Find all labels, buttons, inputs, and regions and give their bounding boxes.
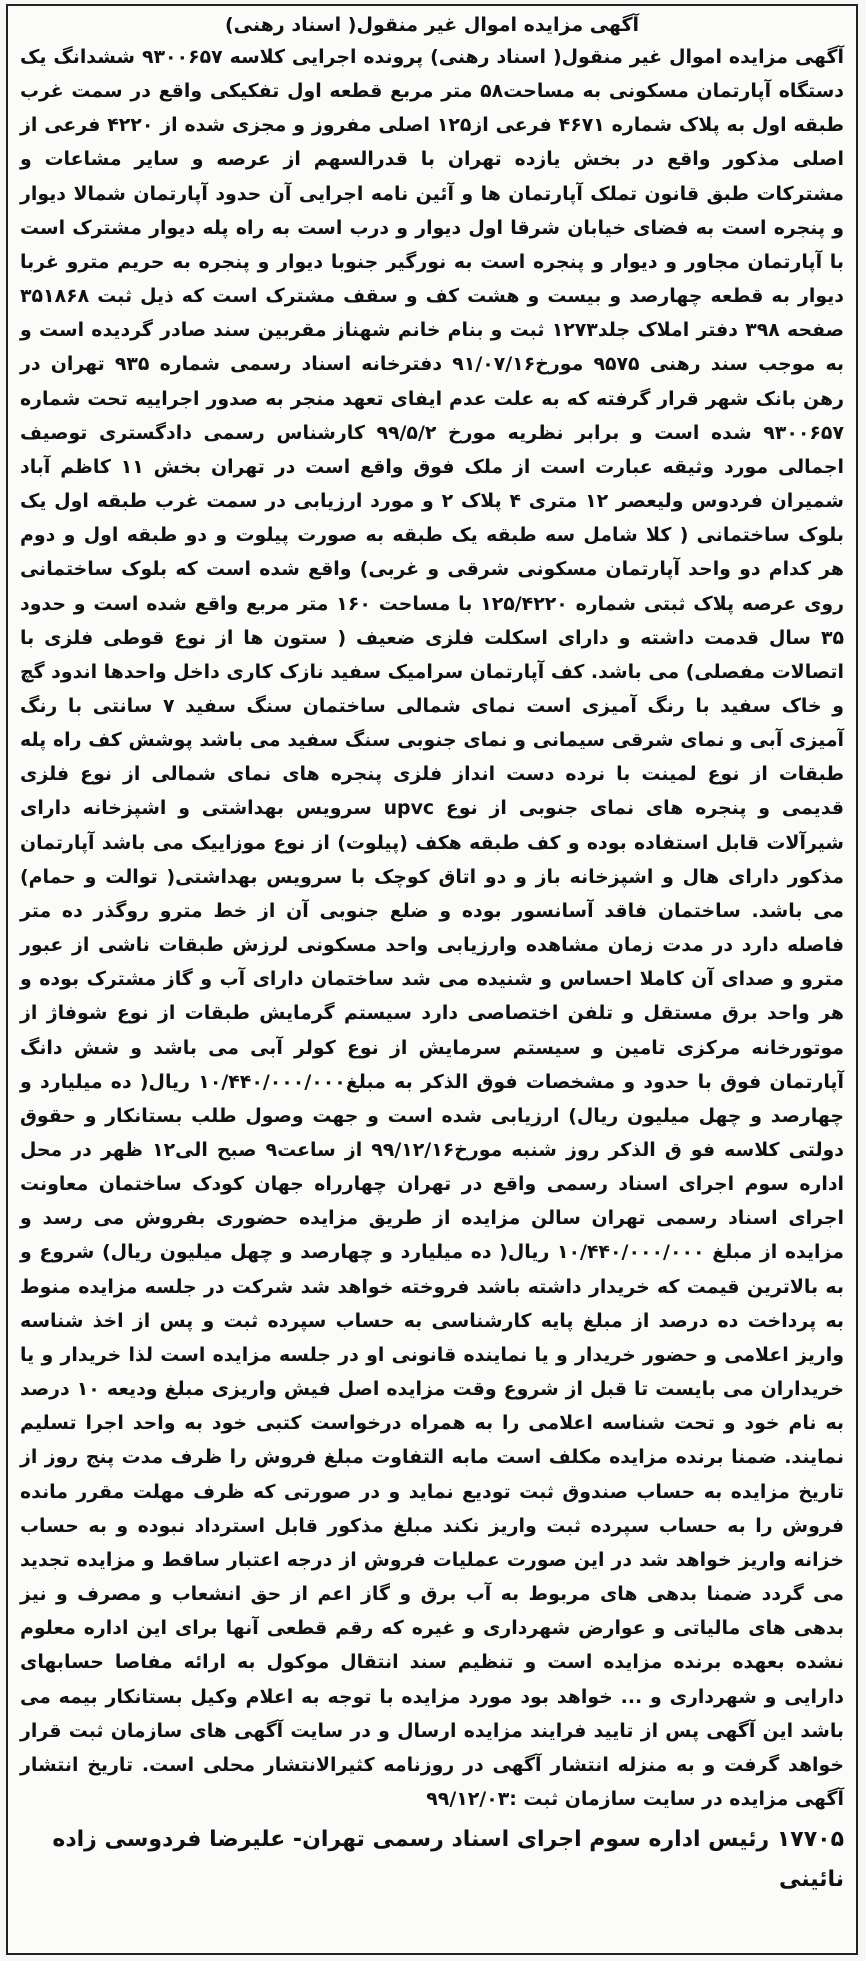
notice-title: آگهی مزایده اموال غیر منقول( اسناد رهنی): [224, 14, 640, 36]
notice-frame: [6, 4, 858, 1955]
notice-signature: ۱۷۷۰۵ رئیس اداره سوم اجرای اسناد رسمی تهران- علیرضا فردوسی زاده نائینی: [52, 1827, 844, 1893]
notice-body: آگهی مزایده اموال غیر منقول( اسناد رهنی) پرونده اجرایی کلاسه ۹۳۰۰۶۵۷ ششدانگ یک دستگاه آپارتمان مسکونی به مساحت۵۸ متر مربع قطعه اول تفکیکی واقع در سمت غرب طبقه اول به پلاک شماره ۴۶۷۱ فرعی از۱۲۵ اصلی مفروز و مجزی شده از ۴۲۲۰ فرعی از اصلی مذکور واقع در بخش یازده تهران با قدرالسهم از عرصه و سایر مشاعات و مشترکات طبق قانون تملک آپارتمان ها و آئین نامه اجرایی آن حدود آپارتمان شمالا دیوار و پنجره است به فضای خیابان شرقا اول دیوار و درب است به راه پله دیوار مشترک است با آپارتمان مجاور و دیوار و پنجره است به نورگیر جنوبا دیوار و پنجره به حریم مترو غربا دیوار به قطعه چهارصد و بیست و هشت کف و سقف مشترک است که ذیل ثبت ۳۵۱۸۶۸ صفحه ۳۹۸ دفتر املاک جلد۱۲۷۳ ثبت و بنام خانم شهناز مقربین سند صادر گردیده است و به موجب سند رهنی ۹۵۷۵ مورخ۹۱/۰۷/۱۶ دفترخانه اسناد رسمی شماره ۹۳۵ تهران در رهن بانک شهر قرار گرفته که به علت عدم ایفای تعهد منجر به صدور اجراییه تحت شماره ۹۳۰۰۶۵۷ شده است و برابر نظریه مورخ ۹۹/۵/۲ کارشناس رسمی دادگستری توصیف اجمالی مورد وثیقه عبارت است از ملک فوق واقع است در تهران بخش ۱۱ کاظم آباد شمیران فردوس ولیعصر ۱۲ متری ۴ پلاک ۲ و مورد ارزیابی در سمت غرب طبقه اول یک بلوک ساختمانی ( کلا شامل سه طبقه یک طبقه به صورت پیلوت و دو طبقه اول و دوم هر کدام دو واحد آپارتمان مسکونی شرقی و غربی) واقع شده است که بلوک ساختمانی روی عرصه پلاک ثبتی شماره ۱۲۵/۴۲۲۰ با مساحت ۱۶۰ متر مربع واقع شده است و حدود ۳۵ سال قدمت داشته و دارای اسکلت فلزی ضعیف ( ستون ها از نوع قوطی فلزی با اتصالات مفصلی) می باشد. کف آپارتمان سرامیک سفید نازک کاری داخل واحدها اندود گچ و خاک سفید با رنگ آمیزی است نمای شمالی ساختمان سنگ سفید ۷ سانتی با رنگ آمیزی آبی و نمای شرقی سیمانی و نمای جنوبی سنگ سفید می باشد پوشش کف راه پله طبقات از نوع لمینت با نرده دست انداز فلزی پنجره های نمای شمالی از نوع فلزی قدیمی و پنجره های نمای جنوبی از نوع upvc سرویس بهداشتی و اشپزخانه دارای شیرآلات قابل استفاده بوده و کف طبقه هکف (پیلوت) از نوع موزاییک می باشد آپارتمان مذکور دارای هال و اشپزخانه باز و دو اتاق کوچک با سرویس بهداشتی( توالت و حمام) می باشد. ساختمان فاقد آسانسور بوده و ضلع جنوبی آن از خط مترو روگذر ده متر فاصله دارد در مدت زمان مشاهده وارزیابی واحد مسکونی لرزش طبقات ناشی از عبور مترو و صدای آن کاملا احساس و شنیده می شد ساختمان دارای آب و گاز مشترک بوده و هر واحد برق مستقل و تلفن اختصاصی دارد سیستم گرمایش طبقات از نوع شوفاژ از موتورخانه مرکزی تامین و سیستم سرمایش از نوع کولر آبی می باشد و شش دانگ آپارتمان فوق با حدود و مشخصات فوق الذکر به مبلغ۱۰/۴۴۰/۰۰۰/۰۰۰ ریال( ده میلیارد و چهارصد و چهل میلیون ریال) ارزیابی شده است و جهت وصول طلب بستانکار و حقوق دولتی کلاسه فو ق الذکر روز شنبه مورخ۹۹/۱۲/۱۶ از ساعت۹ صبح الی۱۲ ظهر در محل اداره سوم اجرای اسناد رسمی واقع در تهران چهارراه جهان کودک ساختمان معاونت اجرای اسناد رسمی تهران سالن مزایده از طریق مزایده حضوری بفروش می رسد و مزایده از مبلغ ۱۰/۴۴۰/۰۰۰/۰۰۰ ریال( ده میلیارد و چهارصد و چهل میلیون ریال) شروع و به بالاترین قیمت که خریدار داشته باشد فروخته خواهد شد شرکت در جلسه مزایده منوط به پرداخت ده درصد از مبلغ پایه کارشناسی به حساب سپرده ثبت و پس از اخذ شناسه واریز اعلامی و حضور خریدار و یا نماینده قانونی او در جلسه مزایده است لذا خریدار و یا خریداران می بایست تا قبل از شروع وقت مزایده اصل فیش واریزی مبلغ ودیعه ۱۰ درصد به نام خود و تحت شناسه اعلامی را به همراه درخواست کتبی خود به واحد اجرا تسلیم نمایند. ضمنا برنده مزایده مکلف است مابه التفاوت مبلغ فروش را ظرف مدت پنج روز از تاریخ مزایده به حساب صندوق ثبت تودیع نماید و در صورتی که ظرف مهلت مقرر مانده فروش را به حساب سپرده ثبت واریز نکند مبلغ مذکور قابل استرداد نبوده و به حساب خزانه واریز خواهد شد در این صورت عملیات فروش از درجه اعتبار ساقط و مزایده تجدید می گردد ضمنا بدهی های مربوط به آب برق و گاز اعم از حق انشعاب و مصرف و نیز بدهی های مالیاتی و عوارض شهرداری و غیره که رقم قطعی آنها برای این اداره معلوم نشده بعهده برنده مزایده است و تنظیم سند انتقال موکول به ارائه مفاصا حسابهای دارایی و شهرداری و ... خواهد بود مورد مزایده با توجه به اعلام وکیل بستانکار بیمه می باشد این آگهی پس از تایید فرایند مزایده ارسال و در سایت آگهی های سازمان ثبت قرار خواهد گرفت و به منزله انتشار آگهی در روزنامه کثیرالانتشار محلی است. تاریخ انتشار آگهی مزایده در سایت سازمان ثبت :۹۹/۱۲/۰۳: [20, 46, 845, 1810]
